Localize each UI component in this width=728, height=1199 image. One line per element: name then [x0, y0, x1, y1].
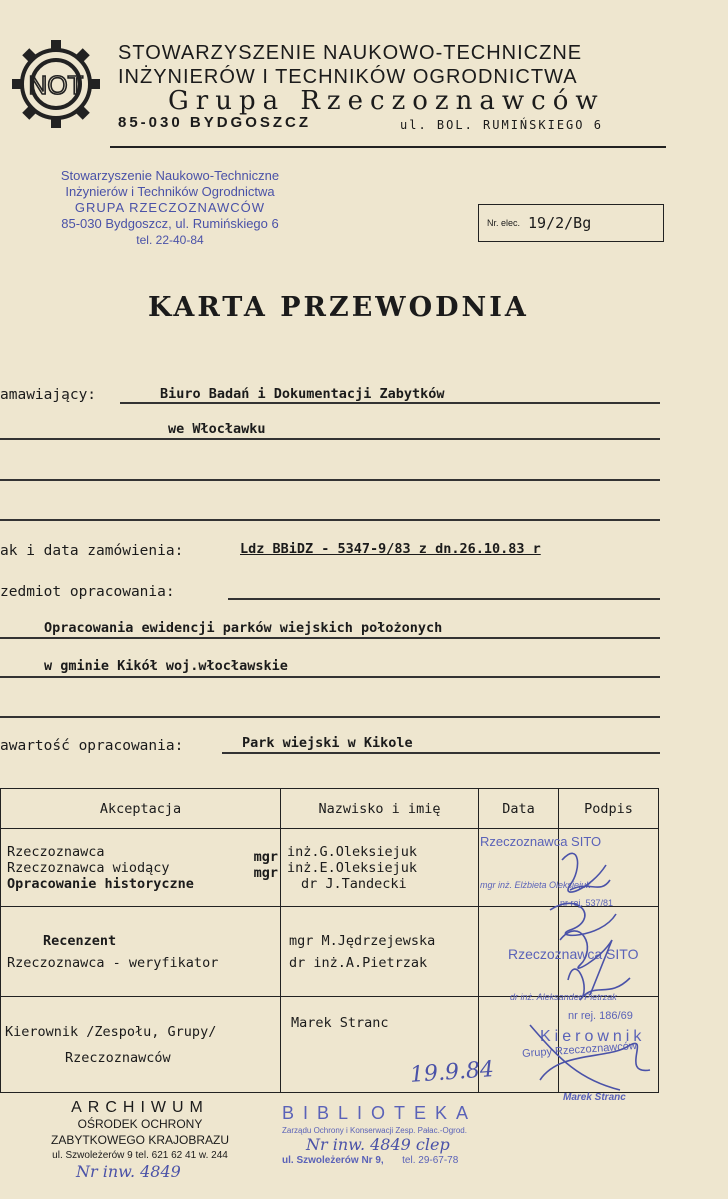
manager-stamp-sub: Grupy Rzeczoznawców	[521, 1040, 638, 1060]
library-line: Zarządu Ochrony i Konserwacji Zesp. Pałac.-Ogrod.	[282, 1126, 467, 1135]
archive-stamp	[20, 1100, 260, 1180]
form-line	[228, 598, 660, 600]
form-line	[222, 752, 660, 754]
library-phone: tel. 29-67-78	[402, 1155, 459, 1166]
form-line	[0, 438, 660, 440]
academic-title: mgr	[253, 865, 278, 881]
order-label: ak i data zamówienia:	[0, 543, 184, 559]
role: Kierownik /Zespołu, Grupy/	[5, 1023, 217, 1040]
order-value: Ldz BBiDZ - 5347-9/83 z dn.26.10.83 r	[240, 541, 541, 557]
manager-stamp-name: Marek Stranc	[563, 1092, 626, 1103]
table-row	[281, 829, 479, 907]
org-stamp	[40, 168, 300, 248]
reference-number-box	[478, 204, 664, 242]
form-line	[0, 519, 660, 521]
reference-value: 19/2/Bg	[528, 214, 592, 232]
table-row	[1, 997, 281, 1093]
library-stamp	[282, 1103, 478, 1168]
table-row	[1, 907, 281, 997]
archive-line: ZABYTKOWEGO KRAJOBRAZU	[50, 1133, 230, 1147]
role: Opracowanie historyczne	[7, 875, 194, 892]
handwritten-date: 19.9.84	[409, 1057, 495, 1088]
table-row	[1, 829, 281, 907]
form-line	[0, 676, 660, 678]
table-header: Nazwisko i imię	[281, 789, 479, 829]
form-line	[0, 479, 660, 481]
archive-title: ARCHIWUM	[71, 1099, 209, 1116]
handwritten-signatures	[520, 830, 720, 1100]
academic-title: mgr	[253, 849, 278, 865]
stamp-line: Stowarzyszenie Naukowo-Techniczne	[60, 168, 280, 183]
role: Rzeczoznawca wiodący	[7, 859, 170, 876]
archive-line: OŚRODEK OCHRONY	[77, 1117, 203, 1131]
expert-stamp-name: mgr inż. Elżbieta Oleksiejuk	[480, 880, 591, 890]
expert-stamp-name: dr inż. Aleksander Pietrzak	[510, 992, 617, 1002]
org-street-address: ul. BOL. RUMIŃSKIEGO 6	[400, 118, 603, 132]
expert-stamp-reg: nr rej. 537/81	[560, 898, 614, 908]
client-label: amawiający:	[0, 387, 97, 403]
person-name: Marek Stranc	[291, 1015, 389, 1031]
archive-inventory-number: Nr inw. 4849	[76, 1162, 181, 1181]
table-row	[281, 907, 479, 997]
table-header: Podpis	[559, 789, 659, 829]
org-postcode-city: 85-030 BYDGOSZCZ	[118, 114, 312, 131]
form-line	[0, 716, 660, 718]
client-value: Biuro Badań i Dokumentacji Zabytków	[160, 386, 445, 402]
stamp-line: GRUPA RZECZOZNAWCÓW	[74, 200, 266, 215]
org-group-name: Grupa Rzeczoznawców	[168, 86, 605, 116]
stamp-line: Inżynierów i Techników Ogrodnictwa	[65, 184, 275, 199]
library-address: ul. Szwoleżerów Nr 9,	[282, 1155, 384, 1166]
role: Rzeczoznawca	[7, 843, 105, 860]
document-title: KARTA PRZEWODNIA	[148, 292, 529, 323]
archive-address: ul. Szwoleżerów 9 tel. 621 62 41 w. 244	[52, 1150, 228, 1161]
subject-value: Opracowania ewidencji parków wiejskich położonych	[44, 620, 443, 636]
content-label: awartość opracowania:	[0, 738, 184, 754]
stamp-line: 85-030 Bydgoszcz, ul. Rumińskiego 6	[61, 216, 279, 231]
library-title: BIBLIOTEKA	[282, 1103, 478, 1123]
role: Recenzent	[43, 932, 117, 949]
person-name: inż.G.Oleksiejuk	[287, 843, 418, 860]
manager-stamp: Kierownik	[540, 1028, 646, 1045]
person-name: inż.E.Oleksiejuk	[287, 859, 418, 876]
reference-label: Nr. elec.	[487, 218, 521, 228]
subject-label: zedmiot opracowania:	[0, 584, 175, 600]
table-header: Akceptacja	[1, 789, 281, 829]
logo-text: NOT	[28, 70, 84, 100]
person-name: dr J.Tandecki	[301, 875, 407, 892]
subject-value-cont: w gminie Kikół woj.włocławskie	[44, 658, 288, 674]
client-value-cont: we Włocławku	[168, 421, 266, 437]
role: Rzeczoznawców	[65, 1049, 171, 1066]
form-line	[0, 637, 660, 639]
library-inventory-number: Nr inw. 4849 clep	[306, 1135, 450, 1154]
expert-stamp-reg: nr rej. 186/69	[568, 1010, 633, 1022]
table-header: Data	[479, 789, 559, 829]
org-name-line2: INŻYNIERÓW I TECHNIKÓW OGRODNICTWA	[118, 66, 578, 88]
person-name: dr inż.A.Pietrzak	[289, 954, 428, 971]
expert-stamp: Rzeczoznawca SITO	[508, 946, 639, 962]
not-logo	[4, 32, 108, 136]
expert-stamp: Rzeczoznawca SITO	[480, 834, 602, 849]
header-divider	[110, 146, 666, 148]
person-name: mgr M.Jędrzejewska	[289, 932, 436, 949]
org-name-line1: STOWARZYSZENIE NAUKOWO-TECHNICZNE	[118, 42, 583, 64]
form-line	[120, 402, 660, 404]
content-value: Park wiejski w Kikole	[242, 735, 413, 751]
stamp-line: tel. 22-40-84	[136, 233, 204, 247]
role: Rzeczoznawca - weryfikator	[7, 954, 219, 971]
